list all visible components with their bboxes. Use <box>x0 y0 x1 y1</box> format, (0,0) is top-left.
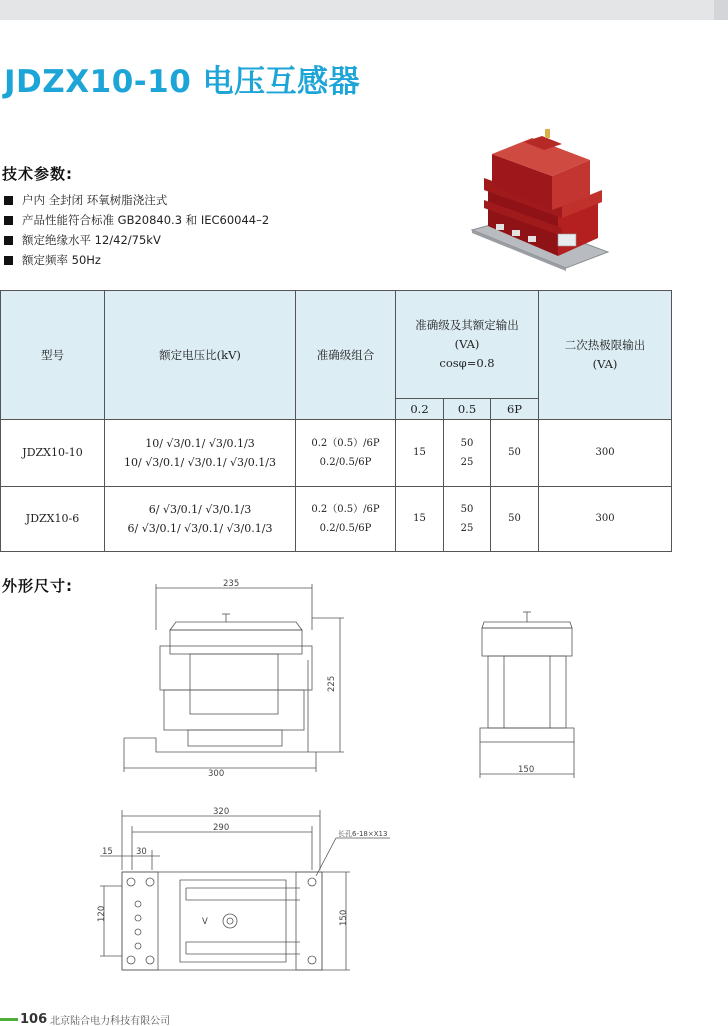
spec-item: 产品性能符合标准 GB20840.3 和 IEC60044–2 <box>4 210 269 230</box>
specs-heading: 技术参数: <box>2 165 73 183</box>
dim-top-depth: 120 <box>97 905 107 922</box>
top-view <box>97 807 390 970</box>
dim-side-width: 150 <box>518 765 535 775</box>
table-row <box>1 487 672 552</box>
dimension-drawing <box>0 570 728 1010</box>
footer-accent-bar <box>0 1018 18 1021</box>
dim-top-offset1: 15 <box>102 847 113 857</box>
dim-front-height: 225 <box>327 675 337 692</box>
square-bullet-icon <box>4 236 13 245</box>
page-title: JDZX10-10 电压互感器 <box>4 64 361 100</box>
side-view <box>480 612 574 778</box>
cell-6p: 50 <box>491 420 539 487</box>
square-bullet-icon <box>4 216 13 225</box>
cell-model: JDZX10-10 <box>1 420 105 487</box>
spec-item: 额定绝缘水平 12/42/75kV <box>4 230 269 250</box>
cell-ratio: 6/ √3/0.1/ √3/0.1/3 6/ √3/0.1/ √3/0.1/ √3/0.1/3 <box>105 487 296 552</box>
spec-list <box>4 190 269 270</box>
subheader-6p: 6P <box>491 399 539 420</box>
spec-table <box>0 290 672 552</box>
square-bullet-icon <box>4 256 13 265</box>
dim-top-base-depth: 150 <box>339 909 349 926</box>
dim-front-base: 300 <box>208 769 225 779</box>
cell-thermal: 300 <box>539 420 672 487</box>
spec-item: 户内 全封闭 环氧树脂浇注式 <box>4 190 269 210</box>
table-row <box>1 420 672 487</box>
dim-top-overall: 320 <box>213 807 230 817</box>
top-center-mark: V <box>202 917 208 927</box>
cell-6p: 50 <box>491 487 539 552</box>
cell-0-5: 50 25 <box>444 487 491 552</box>
square-bullet-icon <box>4 196 13 205</box>
cell-model: JDZX10-6 <box>1 487 105 552</box>
subheader-0-2: 0.2 <box>396 399 444 420</box>
cell-0-5: 50 25 <box>444 420 491 487</box>
header-model: 型号 <box>1 291 105 420</box>
cell-0-2: 15 <box>396 420 444 487</box>
top-tick <box>714 0 728 20</box>
header-accuracy: 准确级组合 <box>296 291 396 420</box>
hole-note: 长孔6-18×X13 <box>338 830 388 838</box>
header-thermal: 二次热极限输出 (VA) <box>539 291 672 420</box>
dimensions-heading: 外形尺寸: <box>2 577 73 595</box>
cell-0-2: 15 <box>396 487 444 552</box>
header-output: 准确级及其额定输出 (VA) cosφ=0.8 <box>396 291 539 399</box>
dim-top-inner: 290 <box>213 823 230 833</box>
cell-accuracy: 0.2（0.5）/6P 0.2/0.5/6P <box>296 487 396 552</box>
cell-thermal: 300 <box>539 487 672 552</box>
company-name: 北京陆合电力科技有限公司 <box>50 1015 171 1026</box>
subheader-0-5: 0.5 <box>444 399 491 420</box>
dim-top-offset2: 30 <box>136 847 147 857</box>
cell-accuracy: 0.2（0.5）/6P 0.2/0.5/6P <box>296 420 396 487</box>
top-bar <box>0 0 728 20</box>
cell-ratio: 10/ √3/0.1/ √3/0.1/3 10/ √3/0.1/ √3/0.1/ √3/0.1/3 <box>105 420 296 487</box>
spec-item: 额定频率 50Hz <box>4 250 269 270</box>
dim-front-width: 235 <box>223 579 240 589</box>
header-ratio: 额定电压比(kV) <box>105 291 296 420</box>
page-number: 106 <box>20 1011 48 1026</box>
product-photo <box>466 126 616 271</box>
footer <box>0 1012 170 1026</box>
front-view <box>124 579 344 779</box>
table-header-row <box>1 291 672 399</box>
